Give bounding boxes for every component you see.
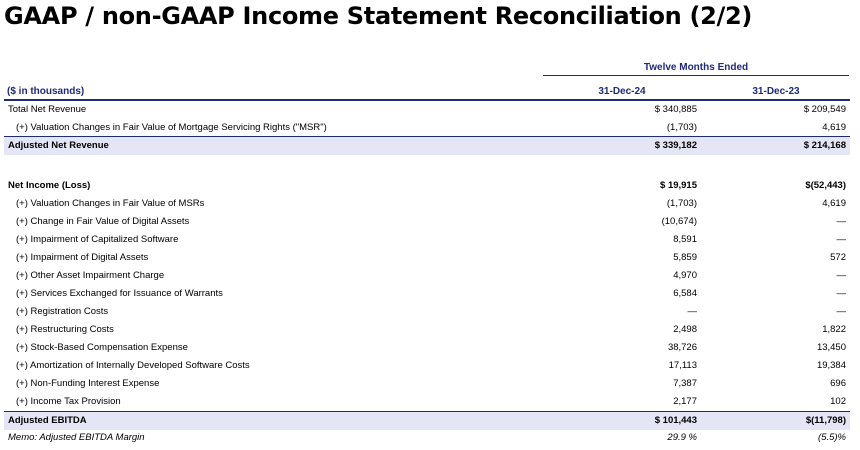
row-label: (+) Change in Fair Value of Digital Assets [16,216,190,227]
table-row [4,339,850,357]
row-value-2023: 572 [830,252,846,263]
row-label: Total Net Revenue [8,104,87,115]
table-row [4,119,850,137]
page-title: GAAP / non-GAAP Income Statement Reconciliation (2/2) [4,2,753,30]
row-label: (+) Impairment of Digital Assets [16,252,149,263]
memo-row [4,429,850,447]
period-header: Twelve Months Ended [543,62,849,76]
row-value-2023: $ 209,549 [803,104,846,115]
row-value-2024: 8,591 [673,234,697,245]
row-label: (+) Services Exchanged for Issuance of Warrants [16,288,223,299]
row-label: (+) Valuation Changes in Fair Value of Mortgage Servicing Rights ("MSR") [16,122,327,133]
row-value-2024: 2,498 [673,324,697,335]
table-row [4,101,850,119]
column-header-2024: 31-Dec-24 [598,86,646,97]
row-label: (+) Valuation Changes in Fair Value of MSRs [16,198,205,209]
row-value-2024: (10,674) [661,216,697,227]
row-label: (+) Registration Costs [16,306,109,317]
row-label: (+) Income Tax Provision [16,396,121,407]
table-row [4,321,850,339]
row-value-2023: — [836,288,846,299]
row-value-2024: (1,703) [666,122,697,133]
row-label: Net Income (Loss) [8,180,91,191]
table-row [4,303,850,321]
row-value-2024: $ 339,182 [654,140,697,151]
row-value-2023: — [836,270,846,281]
row-value-2024: 7,387 [673,378,697,389]
table-row [4,195,850,213]
table-header [4,84,850,101]
table-row [4,267,850,285]
column-header-2023: 31-Dec-23 [752,86,800,97]
unit-label: ($ in thousands) [7,86,85,97]
row-value-2023: 1,822 [822,324,846,335]
table-row [4,213,850,231]
row-label: (+) Impairment of Capitalized Software [16,234,179,245]
table-row [4,375,850,393]
row-label: Memo: Adjusted EBITDA Margin [8,432,145,443]
row-value-2023: — [836,306,846,317]
table-row [4,231,850,249]
table-row [4,357,850,375]
row-value-2024: 17,113 [668,360,697,371]
row-label: (+) Amortization of Internally Developed Software Costs [16,360,250,371]
row-value-2023: $(11,798) [805,415,846,426]
row-value-2024: — [687,306,697,317]
row-value-2023: 696 [830,378,846,389]
row-value-2024: 29.9 % [667,432,697,443]
row-value-2023: $(52,443) [805,180,846,191]
row-value-2023: 4,619 [822,122,846,133]
row-value-2024: (1,703) [666,198,697,209]
row-value-2023: 4,619 [822,198,846,209]
row-value-2023: 19,384 [816,360,846,371]
row-value-2023: 13,450 [816,342,846,353]
row-value-2024: $ 19,915 [660,180,697,191]
row-value-2024: 5,859 [673,252,697,263]
row-label: Adjusted Net Revenue [8,140,109,151]
row-value-2024: 38,726 [667,342,697,353]
adjusted-net-revenue-row [4,136,850,155]
row-value-2023: 102 [830,396,846,407]
row-label: (+) Other Asset Impairment Charge [16,270,165,281]
row-value-2023: — [836,216,846,227]
row-value-2023: (5.5)% [818,432,846,443]
row-value-2023: $ 214,168 [803,140,846,151]
row-value-2024: 2,177 [673,396,697,407]
net-income-row [4,177,850,195]
row-value-2024: $ 340,885 [654,104,697,115]
row-value-2024: $ 101,443 [654,415,697,426]
row-label: (+) Restructuring Costs [16,324,114,335]
row-label: Adjusted EBITDA [8,415,87,426]
row-value-2024: 6,584 [673,288,697,299]
row-label: (+) Stock-Based Compensation Expense [16,342,188,353]
table-row [4,249,850,267]
adjusted-ebitda-row [4,411,850,430]
table-row [4,285,850,303]
row-value-2024: 4,970 [673,270,697,281]
row-label: (+) Non-Funding Interest Expense [16,378,160,389]
table-row [4,393,850,411]
row-value-2023: — [836,234,846,245]
